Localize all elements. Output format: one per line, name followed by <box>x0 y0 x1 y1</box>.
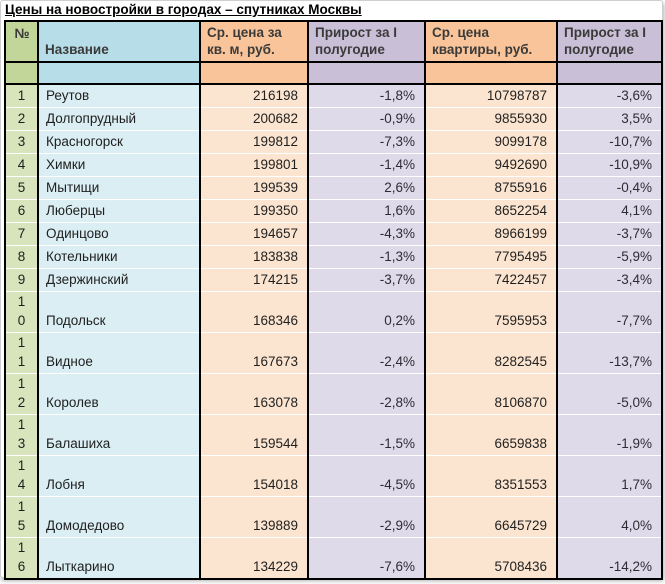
cell-row-number <box>5 291 38 332</box>
cell-growth-sqm: -7,3% <box>308 130 425 153</box>
prices-table <box>4 20 663 580</box>
table-body <box>5 84 662 579</box>
cell-price-sqm: 159544 <box>200 414 308 455</box>
table-row <box>5 130 662 153</box>
cell-price-flat: 7795495 <box>425 245 557 268</box>
cell-growth-sqm: 0,2% <box>308 291 425 332</box>
cell-price-flat: 8351553 <box>425 455 557 496</box>
cell-row-number <box>5 199 38 222</box>
cell-growth-sqm: -7,6% <box>308 537 425 579</box>
cell-growth-sqm: -1,3% <box>308 245 425 268</box>
cell-price-sqm: 139889 <box>200 496 308 537</box>
row-number-text: 13 <box>17 416 26 451</box>
cell-row-number <box>5 414 38 455</box>
row-number-text: 7 <box>17 225 26 241</box>
table-row <box>5 107 662 130</box>
subheader-cell <box>557 62 662 84</box>
table-row <box>5 455 662 496</box>
cell-city-name: Котельники <box>38 245 200 268</box>
cell-growth-sqm: -2,8% <box>308 373 425 414</box>
cell-price-sqm: 183838 <box>200 245 308 268</box>
cell-price-sqm: 134229 <box>200 537 308 579</box>
cell-price-flat: 9099178 <box>425 130 557 153</box>
cell-price-sqm: 163078 <box>200 373 308 414</box>
page-title: Цены на новостройки в городах – спутниках Москвы <box>5 2 362 17</box>
cell-row-number <box>5 222 38 245</box>
cell-growth-sqm: -2,4% <box>308 332 425 373</box>
row-number-text: 5 <box>17 179 26 195</box>
cell-growth-flat: -10,7% <box>557 130 662 153</box>
cell-price-sqm: 199801 <box>200 153 308 176</box>
cell-price-sqm: 168346 <box>200 291 308 332</box>
cell-city-name: Мытищи <box>38 176 200 199</box>
cell-growth-flat: -3,7% <box>557 222 662 245</box>
row-number-text: 9 <box>17 271 26 287</box>
subheader-cell <box>38 62 200 84</box>
subheader-cell <box>308 62 425 84</box>
cell-city-name: Королев <box>38 373 200 414</box>
table-row <box>5 332 662 373</box>
cell-growth-flat: 4,1% <box>557 199 662 222</box>
row-number-text: 12 <box>17 375 26 410</box>
cell-city-name: Люберцы <box>38 199 200 222</box>
cell-growth-flat: -1,9% <box>557 414 662 455</box>
cell-growth-flat: 4,0% <box>557 496 662 537</box>
cell-row-number <box>5 373 38 414</box>
col-header-price-sqm: Ср. цена за кв. м, руб. <box>200 21 308 62</box>
cell-city-name: Домодедово <box>38 496 200 537</box>
cell-price-flat: 10798787 <box>425 84 557 107</box>
cell-price-sqm: 174215 <box>200 268 308 291</box>
cell-city-name: Видное <box>38 332 200 373</box>
row-number-text: 8 <box>17 248 26 264</box>
header-row <box>5 21 662 62</box>
cell-growth-sqm: 2,6% <box>308 176 425 199</box>
col-header-price-flat: Ср. цена квартиры, руб. <box>425 21 557 62</box>
cell-growth-flat: -5,9% <box>557 245 662 268</box>
table-row <box>5 414 662 455</box>
cell-row-number <box>5 107 38 130</box>
cell-city-name: Лыткарино <box>38 537 200 579</box>
cell-growth-flat: -10,9% <box>557 153 662 176</box>
col-header-growth-flat: Прирост за I полугодие <box>557 21 662 62</box>
cell-price-sqm: 200682 <box>200 107 308 130</box>
cell-growth-sqm: -1,8% <box>308 84 425 107</box>
table-row <box>5 291 662 332</box>
cell-row-number <box>5 455 38 496</box>
row-number-text: 2 <box>17 110 26 126</box>
cell-price-flat: 9492690 <box>425 153 557 176</box>
subheader-cell <box>5 62 38 84</box>
cell-row-number <box>5 245 38 268</box>
cell-city-name: Реутов <box>38 84 200 107</box>
cell-row-number <box>5 153 38 176</box>
cell-price-sqm: 199350 <box>200 199 308 222</box>
col-header-growth-sqm: Прирост за I полугодие <box>308 21 425 62</box>
row-number-text: 3 <box>17 133 26 149</box>
table-row <box>5 153 662 176</box>
cell-growth-sqm: -4,5% <box>308 455 425 496</box>
cell-price-flat: 9855930 <box>425 107 557 130</box>
cell-price-sqm: 154018 <box>200 455 308 496</box>
cell-price-flat: 5708436 <box>425 537 557 579</box>
table-row <box>5 373 662 414</box>
cell-city-name: Балашиха <box>38 414 200 455</box>
row-number-text: 4 <box>17 156 26 172</box>
cell-row-number <box>5 332 38 373</box>
cell-growth-sqm: -1,5% <box>308 414 425 455</box>
row-number-text: 11 <box>17 334 26 369</box>
table-header <box>5 21 662 84</box>
cell-price-sqm: 216198 <box>200 84 308 107</box>
cell-growth-sqm: 1,6% <box>308 199 425 222</box>
cell-growth-flat: -14,2% <box>557 537 662 579</box>
col-header-number: № <box>5 21 38 62</box>
cell-growth-flat: -3,6% <box>557 84 662 107</box>
cell-growth-sqm: -0,9% <box>308 107 425 130</box>
subheader-cell <box>200 62 308 84</box>
table-row <box>5 268 662 291</box>
cell-price-flat: 8966199 <box>425 222 557 245</box>
row-number-text: 6 <box>17 202 26 218</box>
cell-price-sqm: 199812 <box>200 130 308 153</box>
cell-growth-flat: -0,4% <box>557 176 662 199</box>
subheader-cell <box>425 62 557 84</box>
cell-growth-sqm: -1,4% <box>308 153 425 176</box>
table-row <box>5 222 662 245</box>
cell-row-number <box>5 268 38 291</box>
table-row <box>5 199 662 222</box>
cell-price-sqm: 199539 <box>200 176 308 199</box>
cell-price-flat: 6659838 <box>425 414 557 455</box>
cell-price-flat: 7422457 <box>425 268 557 291</box>
cell-price-flat: 8652254 <box>425 199 557 222</box>
table-row <box>5 176 662 199</box>
cell-row-number <box>5 176 38 199</box>
cell-price-sqm: 167673 <box>200 332 308 373</box>
cell-price-flat: 8282545 <box>425 332 557 373</box>
cell-city-name: Красногорск <box>38 130 200 153</box>
subheader-spacer-row <box>5 62 662 84</box>
cell-growth-flat: 1,7% <box>557 455 662 496</box>
cell-growth-sqm: -4,3% <box>308 222 425 245</box>
cell-price-flat: 8106870 <box>425 373 557 414</box>
table-row <box>5 245 662 268</box>
col-header-city-name: Название <box>38 21 200 62</box>
cell-city-name: Дзержинский <box>38 268 200 291</box>
cell-growth-sqm: -3,7% <box>308 268 425 291</box>
cell-row-number <box>5 537 38 579</box>
table-row <box>5 496 662 537</box>
cell-growth-flat: -3,4% <box>557 268 662 291</box>
cell-row-number <box>5 496 38 537</box>
row-number-text: 1 <box>17 87 26 103</box>
cell-price-flat: 7595953 <box>425 291 557 332</box>
cell-city-name: Подольск <box>38 291 200 332</box>
cell-growth-sqm: -2,9% <box>308 496 425 537</box>
cell-city-name: Лобня <box>38 455 200 496</box>
cell-growth-flat: -13,7% <box>557 332 662 373</box>
row-number-text: 16 <box>17 539 26 574</box>
cell-price-flat: 6645729 <box>425 496 557 537</box>
row-number-text: 14 <box>17 457 26 492</box>
cell-growth-flat: 3,5% <box>557 107 662 130</box>
cell-row-number <box>5 130 38 153</box>
table-row <box>5 537 662 579</box>
cell-city-name: Химки <box>38 153 200 176</box>
row-number-text: 15 <box>17 498 26 533</box>
row-number-text: 10 <box>17 293 26 328</box>
table-row <box>5 84 662 107</box>
cell-growth-flat: -5,0% <box>557 373 662 414</box>
cell-row-number <box>5 84 38 107</box>
cell-price-flat: 8755916 <box>425 176 557 199</box>
cell-price-sqm: 194657 <box>200 222 308 245</box>
cell-growth-flat: -7,7% <box>557 291 662 332</box>
cell-city-name: Долгопрудный <box>38 107 200 130</box>
cell-city-name: Одинцово <box>38 222 200 245</box>
